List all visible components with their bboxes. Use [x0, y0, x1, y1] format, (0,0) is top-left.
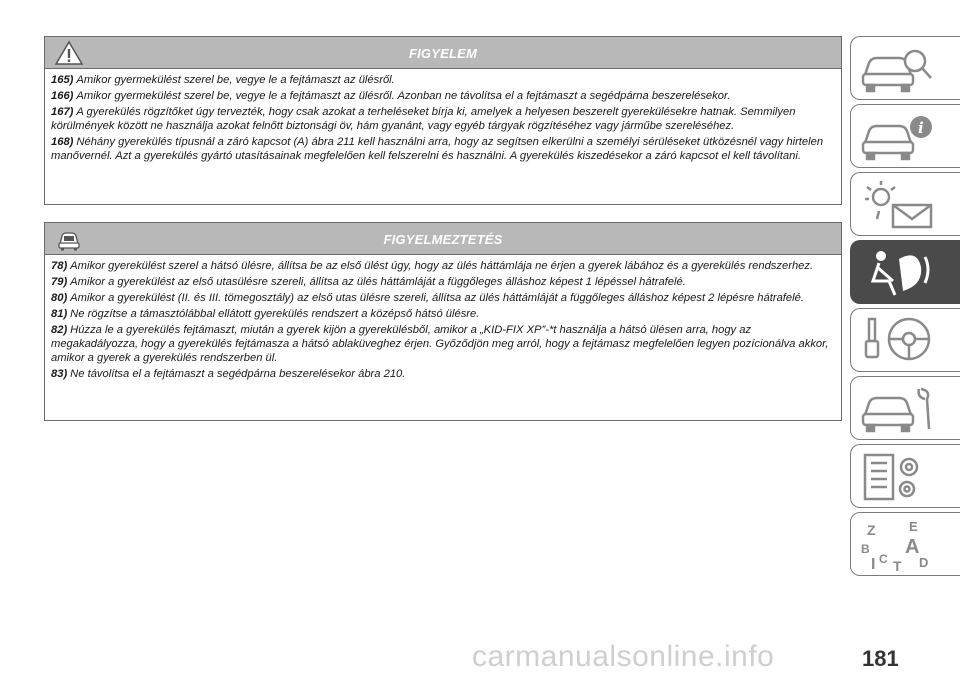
tab-car-info[interactable] — [850, 104, 960, 168]
warning-item: 168) Néhány gyerekülés típusnál a záró kapcsot (A) ábra 211 kell használni arra, hogy az segítsen elkerülni a személyi sérüléseket ütközésnél vagy hirtelen manővernél. Azt a gyerekülés gyártó utasításainak megfelelően kell felszerelni és használni. A gyerekülés kiszedésekor a záró kapcsot el kell távolítani. — [51, 136, 824, 162]
index-letter: C — [879, 552, 888, 566]
warning-box — [44, 36, 842, 205]
index-letter: Z — [867, 522, 876, 538]
caution-header — [45, 223, 841, 255]
caution-item: 83) Ne távolítsa el a fejtámaszt a segédpárna beszerelésekor ábra 210. — [51, 368, 406, 380]
tab-starting-driving[interactable] — [850, 308, 960, 372]
caution-box — [44, 222, 842, 421]
car-search-icon — [859, 41, 939, 97]
caution-item: 82) Húzza le a gyerekülés fejtámaszt, miután a gyerek kijön a gyerekülésből, amikor a „KID-FIX XP”-*t használja a hátsó ülésen arra, hogy az megakadályozza, hogy a gyerekülés fejtámasza a hátsó ablaküveghez érjen. Győződjön meg arról, hogy a fejtámasz megfelelően legyen pozícionálva akkor, amikor a gyerek a gyerekülés rendszerben ül. — [51, 324, 829, 364]
tab-maintenance[interactable] — [850, 444, 960, 508]
index-letter: T — [893, 558, 902, 573]
tab-car-search[interactable] — [850, 36, 960, 100]
car-wrench-icon — [859, 381, 939, 437]
index-letter: E — [909, 519, 918, 534]
index-letter: A — [905, 536, 920, 558]
page-number: 181 — [862, 646, 899, 671]
index-letter: B — [861, 542, 870, 556]
index-letter: I — [871, 556, 876, 573]
key-steering-wheel-icon — [859, 313, 939, 369]
caution-item: 81) Ne rögzítse a támasztólábbal ellátott gyerekülés rendszert a középső hátsó ülésre. — [51, 308, 480, 320]
alphabet-index-icon — [859, 517, 939, 573]
caution-title: FIGYELMEZTETÉS — [383, 232, 503, 247]
car-info-icon — [859, 109, 939, 165]
tab-index[interactable] — [850, 512, 960, 576]
warning-item: 167) A gyerekülés rögzítőket úgy tervezték, hogy csak azokat a terheléseket bírja ki, amelyek a helyesen beszerelt gyerekülésekre hatnak. Semmilyen körülmények között ne használja azokat felnőtt biztonsági öv, hám gyanánt, vagy egyéb tárgyak rögzítéséhez vagy járműbe szereléséhez. — [51, 106, 796, 132]
warning-item: 166) Amikor gyermekülést szerel be, vegye le a fejtámaszt az ülésről. Azonban ne távolítsa el a fejtámaszt a segédpárna beszerelésekor. — [51, 90, 731, 102]
caution-item: 79) Amikor a gyerekülést az első utasülésre szereli, állítsa az ülés háttámláját a függőleges álláshoz képest 1 lépéssel hátrafelé. — [51, 276, 686, 288]
tab-emergency[interactable] — [850, 376, 960, 440]
svg-text:i: i — [918, 119, 924, 137]
warning-header — [45, 37, 841, 69]
warning-title: FIGYELEM — [408, 46, 478, 61]
tab-safety[interactable] — [850, 240, 960, 304]
watermark: carmanualsonline.info — [472, 640, 775, 673]
tab-warning-lights[interactable] — [850, 172, 960, 236]
warning-light-message-icon — [859, 177, 939, 233]
specs-gear-icon — [859, 449, 939, 505]
index-letter: D — [919, 555, 929, 570]
caution-item: 78) Amikor gyerekülést szerel a hátsó ülésre, állítsa be az első ülést úgy, hogy az ülés háttámlája ne érjen a gyerek lábához és a gyerekülés rendszerhez. — [51, 260, 814, 272]
airbag-seat-icon — [859, 245, 939, 301]
warning-item: 165) Amikor gyermekülést szerel be, vegye le a fejtámaszt az ülésről. — [51, 74, 395, 86]
caution-item: 80) Amikor a gyerekülést (II. és III. tömegosztály) az első utas ülésre szereli, állítsa az ülés háttámláját a függőleges álláshoz képest 2 lépésre hátrafelé. — [51, 292, 804, 304]
